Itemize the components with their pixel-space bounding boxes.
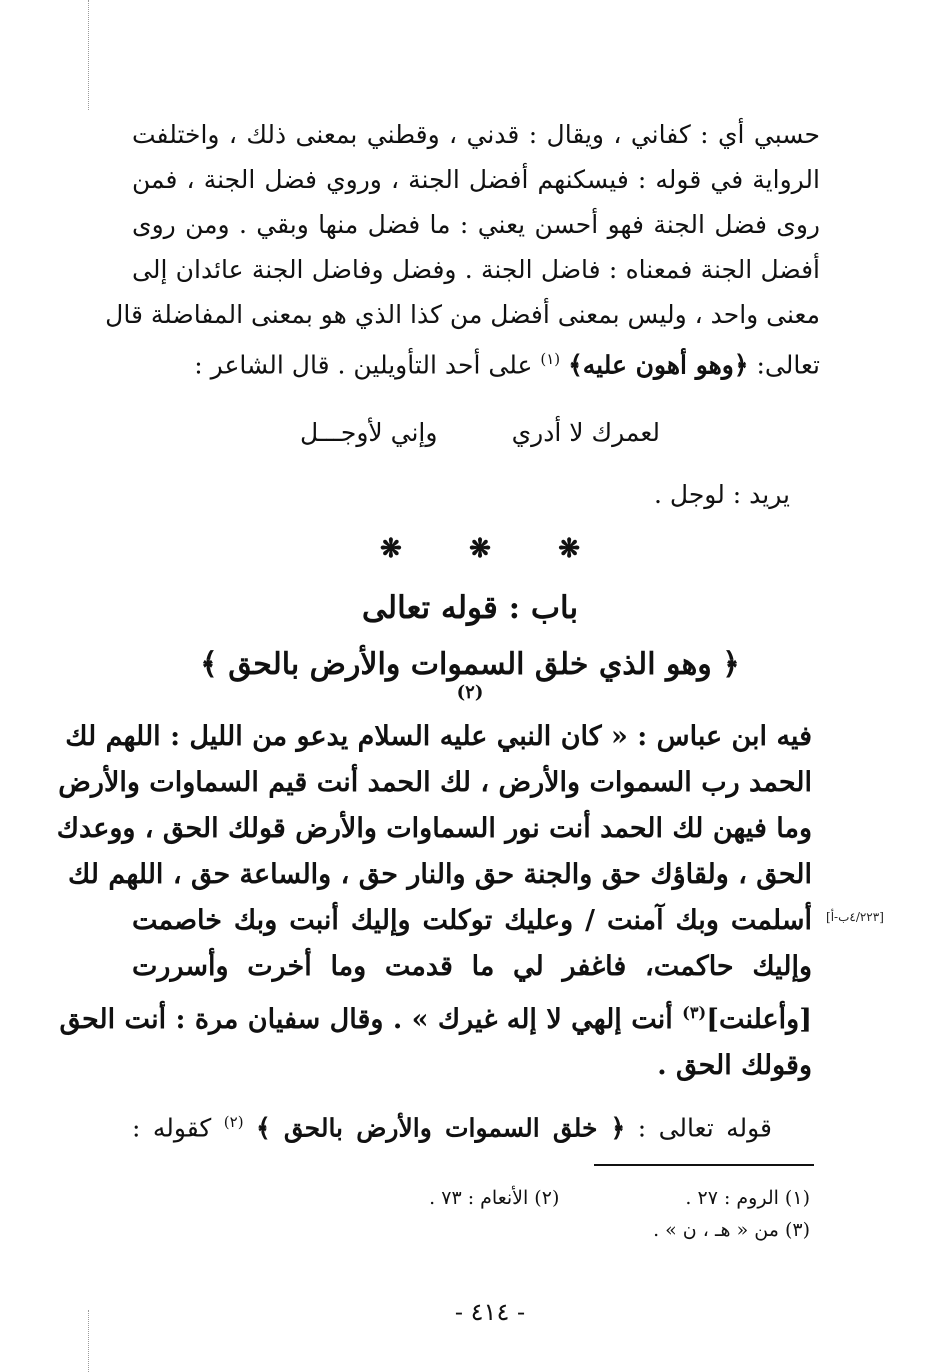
paragraph-1 (105, 112, 820, 387)
hadith-line: وإليك حاكمت، فاغفر لي ما قدمت وما أخرت وأسررت (132, 951, 812, 982)
star-ornament-icon: ❋ (469, 534, 491, 564)
footnote-ref: (٣) (682, 1003, 707, 1022)
star-ornament-icon: ❋ (558, 534, 580, 564)
para1-last-line (132, 337, 820, 387)
para1-last-after: على أحد التأويلين . قال الشاعر : (194, 350, 533, 380)
footnote-2: (٢) الأنعام : ٧٣ . (429, 1187, 560, 1209)
verse-explanation: يريد : لوجل . (654, 480, 790, 509)
page-number: - ٤١٤ - (454, 1298, 526, 1326)
para1-line: الرواية في قوله : فيسكنهم أفضل الجنة ، وروي فضل الجنة ، فمن (132, 165, 820, 194)
footnotes (310, 1182, 810, 1246)
footnote-3: (٣) من « هـ ، ن » . (653, 1219, 810, 1241)
hadith-line7-after: أنت إلهي لا إله غيرك » . وقال سفيان مرة : أنت الحق (59, 1004, 673, 1035)
manuscript-folio-note: [٤/٢٢٣ب-أ] (826, 910, 884, 924)
footnote-ref: (١) (540, 350, 561, 368)
para3-line (132, 1102, 772, 1148)
footnote-ref: (٢) (456, 682, 484, 703)
hadith-paragraph (56, 714, 812, 1089)
hadith-line: وقولك الحق . (657, 1050, 812, 1081)
section-divider (380, 534, 580, 564)
quran-quote: ﴿وهو أهون عليه﴾ (568, 350, 749, 380)
quran-quote: ﴿ خلق السموات والأرض بالحق ﴾ (256, 1113, 626, 1143)
para1-line: حسبي أي : كفاني ، ويقال : قدني ، وقطني بمعنى ذلك ، واختلفت (132, 120, 820, 149)
para1-line: أفضل الجنة فمعناه : فاضل الجنة . وفضل وفاضل الجنة عائدان إلى (132, 255, 820, 284)
scan-edge-mark-bottom (88, 1310, 89, 1372)
footnote-row (310, 1182, 810, 1214)
para3-after: كقوله : (132, 1113, 212, 1143)
paragraph-3 (132, 1102, 772, 1148)
scan-edge-mark-top (88, 0, 89, 110)
para3-before: قوله تعالى : (637, 1113, 772, 1143)
para1-last-before: تعالى: (756, 350, 820, 380)
verse-hemistich-1: لعمرك لا أدري (511, 418, 660, 447)
para1-line: روى فضل الجنة فهو أحسن يعني : ما فضل منها وبقي . ومن روى (132, 210, 820, 239)
verse-hemistich-2: وإني لأوجـــل (300, 418, 438, 447)
footnote-1: (١) الروم : ٢٧ . (685, 1187, 810, 1209)
hadith-line7-before: [وأعلنت] (706, 1004, 812, 1035)
chapter-title: باب : قوله تعالى (361, 590, 579, 626)
footnote-ref: (٢) (223, 1113, 244, 1131)
star-ornament-icon: ❋ (380, 534, 402, 564)
para1-line: معنى واحد ، وليس بمعنى أفضل من كذا الذي هو بمعنى المفاضلة قال (105, 300, 820, 329)
hadith-line: الحق ، ولقاؤك حق والجنة حق والنار حق ، والساعة حق ، اللهم لك (67, 859, 812, 890)
hadith-line: فيه ابن عباس : « كان النبي عليه السلام يدعو من الليل : اللهم لك (65, 721, 812, 752)
chapter-ayah-text: ﴿ وهو الذي خلق السموات والأرض بالحق ﴾ (200, 647, 740, 682)
hadith-line: الحمد رب السموات والأرض ، لك الحمد أنت قيم السماوات والأرض (58, 767, 812, 798)
footnote-rule (594, 1164, 814, 1166)
hadith-line: وما فيهن لك الحمد أنت نور السماوات والأرض قولك الحق ، ووعدك (56, 813, 812, 844)
chapter-ayah (200, 647, 740, 717)
hadith-line (59, 990, 812, 1043)
hadith-line: أسلمت وبك آمنت / وعليك توكلت وإليك أنبت وبك خاصمت (132, 905, 812, 936)
